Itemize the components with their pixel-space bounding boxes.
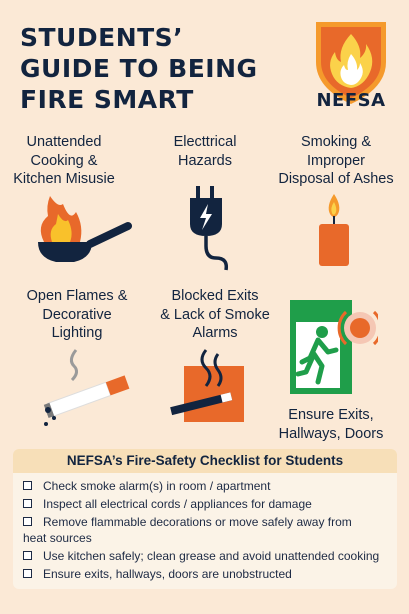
checklist-item-text: Use kitchen safely; clean grease and avoid unattended cooking (43, 549, 380, 563)
hazard-line: Cooking & (30, 152, 98, 169)
hazard-line: Smoking & (300, 134, 372, 150)
cigarette-icon (38, 348, 134, 432)
hazard-line: Ensure Exits, (288, 407, 374, 423)
smoking-cigarette-icon (166, 346, 250, 426)
hazard-line: Hallways, Doors (278, 425, 384, 442)
fire-safety-checklist (13, 449, 397, 589)
title-line-3: FIRE SMART (20, 85, 194, 114)
hazard-label-electrical (145, 133, 265, 170)
title-line-1: STUDENTS’ (20, 23, 184, 52)
hazard-line: Improper (306, 152, 366, 169)
hazard-line: Decorative (42, 306, 112, 323)
checkbox[interactable] (23, 569, 32, 578)
checklist-item-text: Remove flammable decorations or move safely away from (43, 515, 352, 529)
hazard-line: Hazards (178, 152, 232, 169)
hazard-label-smoking (267, 133, 405, 189)
checkbox[interactable] (23, 551, 32, 560)
page-title (20, 22, 310, 115)
hazard-line: Blocked Exits (171, 288, 259, 304)
hazard-label-exits (262, 406, 400, 443)
hazard-label-blocked-exits (150, 287, 280, 343)
checklist-item-text: Check smoke alarm(s) in room / apartment (43, 479, 271, 493)
hazard-line: Electtrical (173, 134, 237, 150)
checklist-item-text: heat sources (23, 531, 92, 545)
checkbox[interactable] (23, 481, 32, 490)
hazard-line: Alarms (192, 325, 238, 341)
electric-plug-icon (182, 184, 232, 272)
hazard-label-cooking (4, 133, 124, 189)
checkbox[interactable] (23, 499, 32, 508)
checkbox[interactable] (23, 517, 32, 526)
hazard-line: Unattended (26, 134, 102, 150)
candle-icon (312, 192, 356, 268)
logo-text: NEFSA (316, 90, 386, 111)
hazard-line: Disposal of Ashes (278, 171, 394, 187)
hazard-line: Lighting (51, 325, 103, 341)
checklist-item-text: Ensure exits, hallways, doors are unobstructed (43, 567, 292, 581)
hazard-label-open-flames (15, 287, 139, 343)
hazard-line: Kitchen Misusie (13, 171, 115, 187)
exit-sign-icon (288, 298, 378, 396)
checklist-title: NEFSA’s Fire-Safety Checklist for Students (13, 449, 397, 473)
title-line-2: GUIDE TO BEING (20, 54, 258, 83)
hazard-line: Open Flames & (26, 288, 128, 304)
checklist-item-text: Inspect all electrical cords / appliances for damage (43, 497, 312, 511)
frying-pan-fire-icon (30, 192, 134, 270)
hazard-line: & Lack of Smoke (160, 306, 270, 323)
